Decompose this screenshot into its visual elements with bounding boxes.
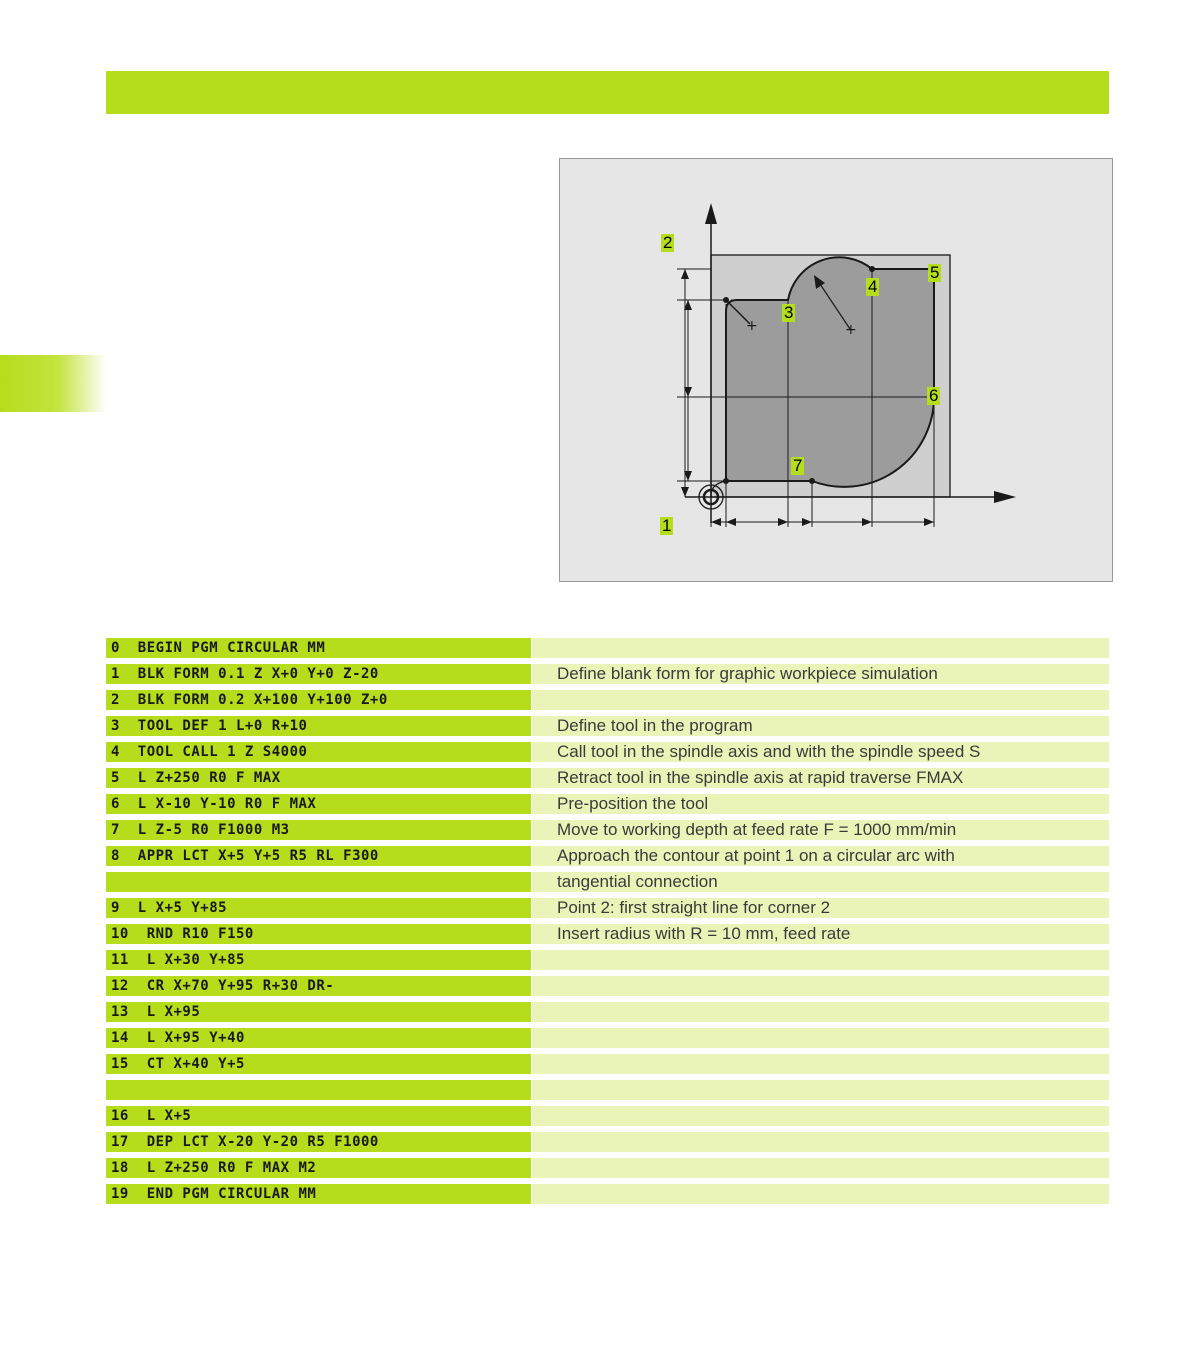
description-cell: Insert radius with R = 10 mm, feed rate: [532, 924, 1109, 944]
program-row: [106, 846, 1109, 866]
program-row: [106, 1028, 1109, 1048]
contour-figure: [559, 158, 1113, 582]
program-row: [106, 664, 1109, 684]
code-cell: 10 RND R10 F150: [106, 924, 531, 944]
description-cell: [532, 976, 1109, 996]
description-cell: [532, 690, 1109, 710]
chapter-side-tab: [0, 355, 106, 412]
code-cell: 9 L X+5 Y+85: [106, 898, 531, 918]
description-cell: [532, 1002, 1109, 1022]
code-cell: [106, 1080, 531, 1100]
y-axis-arrow: [705, 203, 717, 224]
point-label-7: 7: [793, 456, 803, 475]
code-cell: 6 L X-10 Y-10 R0 F MAX: [106, 794, 531, 814]
program-row: [106, 794, 1109, 814]
program-row: [106, 1080, 1109, 1100]
code-cell: 3 TOOL DEF 1 L+0 R+10: [106, 716, 531, 736]
code-cell: 12 CR X+70 Y+95 R+30 DR-: [106, 976, 531, 996]
point-label-4: 4: [868, 277, 878, 296]
code-cell: 19 END PGM CIRCULAR MM: [106, 1184, 531, 1204]
program-row: [106, 742, 1109, 762]
program-row: [106, 976, 1109, 996]
code-cell: 11 L X+30 Y+85: [106, 950, 531, 970]
code-cell: 8 APPR LCT X+5 Y+5 R5 RL F300: [106, 846, 531, 866]
code-cell: 2 BLK FORM 0.2 X+100 Y+100 Z+0: [106, 690, 531, 710]
code-cell: 18 L Z+250 R0 F MAX M2: [106, 1158, 531, 1178]
description-cell: Point 2: first straight line for corner 2: [532, 898, 1109, 918]
description-cell: [532, 1158, 1109, 1178]
vertical-dimension-arrows: [681, 269, 692, 497]
description-cell: Approach the contour at point 1 on a circular arc with: [532, 846, 1109, 866]
description-cell: [532, 1106, 1109, 1126]
program-row: [106, 1158, 1109, 1178]
description-cell: [532, 1184, 1109, 1204]
description-cell: [532, 950, 1109, 970]
program-row: [106, 872, 1109, 892]
description-cell: Define tool in the program: [532, 716, 1109, 736]
code-cell: 4 TOOL CALL 1 Z S4000: [106, 742, 531, 762]
x-axis-arrow: [994, 491, 1016, 503]
code-cell: 17 DEP LCT X-20 Y-20 R5 F1000: [106, 1132, 531, 1152]
point-label-3: 3: [784, 303, 794, 322]
chapter-header-bar: [106, 71, 1109, 114]
program-row: [106, 1106, 1109, 1126]
description-cell: Move to working depth at feed rate F = 1000 mm/min: [532, 820, 1109, 840]
code-cell: 13 L X+95: [106, 1002, 531, 1022]
program-row: [106, 924, 1109, 944]
program-row: [106, 898, 1109, 918]
point-label-5: 5: [930, 263, 940, 282]
description-cell: Define blank form for graphic workpiece simulation: [532, 664, 1109, 684]
code-cell: 16 L X+5: [106, 1106, 531, 1126]
code-cell: 7 L Z-5 R0 F1000 M3: [106, 820, 531, 840]
code-cell: 5 L Z+250 R0 F MAX: [106, 768, 531, 788]
description-cell: [532, 1080, 1109, 1100]
description-cell: [532, 638, 1109, 658]
program-row: [106, 1054, 1109, 1074]
nc-program-table: [106, 638, 1109, 1210]
program-row: [106, 1132, 1109, 1152]
program-row: [106, 1002, 1109, 1022]
program-row: [106, 820, 1109, 840]
code-cell: 1 BLK FORM 0.1 Z X+0 Y+0 Z-20: [106, 664, 531, 684]
description-cell: [532, 1028, 1109, 1048]
description-cell: Call tool in the spindle axis and with the spindle speed S: [532, 742, 1109, 762]
description-cell: Pre-position the tool: [532, 794, 1109, 814]
program-row: [106, 690, 1109, 710]
program-row: [106, 768, 1109, 788]
arc-centre-mark: +: [845, 322, 857, 338]
description-cell: [532, 1054, 1109, 1074]
code-cell: 15 CT X+40 Y+5: [106, 1054, 531, 1074]
description-cell: [532, 1132, 1109, 1152]
program-row: [106, 1184, 1109, 1204]
program-row: [106, 716, 1109, 736]
code-cell: [106, 872, 531, 892]
point-label-2: 2: [663, 233, 673, 252]
description-cell: tangential connection: [532, 872, 1109, 892]
program-row: [106, 950, 1109, 970]
contour-drawing: [560, 159, 1114, 583]
point-label-1: 1: [662, 516, 672, 535]
point-label-6: 6: [929, 386, 939, 405]
description-cell: Retract tool in the spindle axis at rapid traverse FMAX: [532, 768, 1109, 788]
code-cell: 14 L X+95 Y+40: [106, 1028, 531, 1048]
program-row: [106, 638, 1109, 658]
code-cell: 0 BEGIN PGM CIRCULAR MM: [106, 638, 531, 658]
corner-centre-mark: +: [746, 318, 758, 334]
